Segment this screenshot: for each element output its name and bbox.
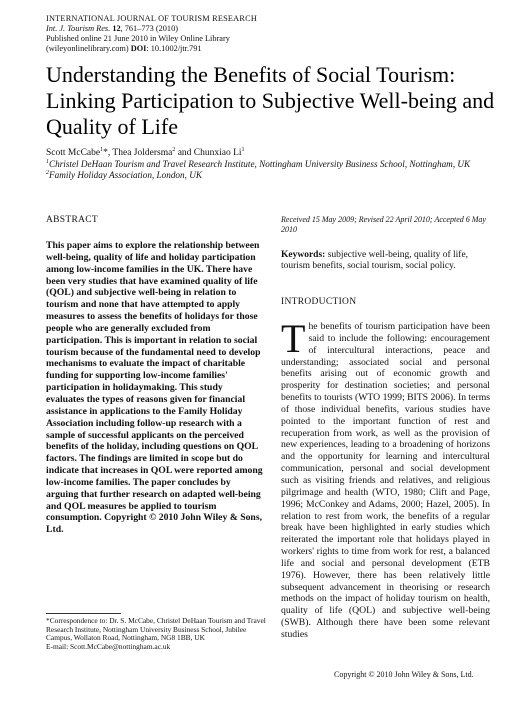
paper-title: Understanding the Benefits of Social Tourism: Linking Participation to Subjective Well-being and Quality of Life [46,62,495,139]
doi-label: DOI [130,44,147,53]
corresponding-marker: * [103,148,108,158]
journal-header [46,14,257,54]
affiliation [46,159,516,170]
abstract-text: This paper aims to explore the relationship between well-being, quality of life and holiday participation among low-income families in the UK. There have been very studies that have examined quality of life (QOL) and subjective well-being in relation to tourism and none that have attempted to apply measures to assess the benefits of holidays for those people who are generally excluded from participation. This is important in relation to social tourism because of the fundamental need to develop mechanisms to evaluate the impact of charitable funding for supporting low-income families' participation in holidaymaking. This study evaluates the types of reasons given for financial assistance in applications to the Family Holiday Association including follow-up research with a sample of successful applicants on the perceived benefits of the holiday, including questions on QOL factors. The findings are limited in scope but do indicate that increases in QOL were reported among low-income families. The paper concludes by arguing that further research on adapted well-being and QOL measures be applied to tourism consumption. Copyright © 2010 John Wiley & Sons, Ltd. [46,240,263,536]
published-line: Published online 21 June 2010 in Wiley Online Library [46,34,230,43]
affiliation-number: 1 [46,158,49,165]
affiliation-text: Family Holiday Association, London, UK [49,170,202,180]
citation-pages: , 761–773 (2010) [120,24,178,33]
abstract-heading: ABSTRACT [46,215,99,225]
author-block [46,148,516,181]
author-name: , Thea Joldersma [107,148,173,158]
affiliation-marker: 2 [172,146,176,153]
affiliation-marker: 1 [241,146,245,153]
introduction-heading: INTRODUCTION [281,297,357,307]
affiliation [46,170,516,181]
citation-volume: 12 [112,24,121,33]
footnote-text: *Correspondence to: Dr. S. McCabe, Christel DeHaan Tourism and Travel Research Institute, Nottingham University Business School, Jubilee Campus, Wollaton Road, Nottingham, NG8 1BB, UK [46,616,266,643]
footnote-divider [46,613,121,614]
author-name: and Chunxiao Li [175,148,242,158]
correspondence-footnote [46,617,272,651]
copyright-notice: Copyright © 2010 John Wiley & Sons, Ltd. [334,670,474,679]
citation-abbrev: Int. J. Tourism Res. [46,24,111,33]
keywords [281,250,481,273]
received-dates: Received 15 May 2009; Revised 22 April 2010; Accepted 6 May 2010 [281,215,486,234]
introduction-text [281,316,490,641]
citation [46,24,257,34]
doi-value: : 10.1002/jtr.791 [146,44,202,53]
affiliation-text: Christel DeHaan Tourism and Travel Research Institute, Nottingham University Business School, Nottingham, UK [49,159,471,169]
journal-name: INTERNATIONAL JOURNAL OF TOURISM RESEARCH [46,14,258,23]
affiliation-number: 2 [46,169,49,176]
author-name: Scott McCabe [46,148,101,158]
doi-line [46,44,257,54]
author-line [46,148,516,159]
published-source: (wileyonlinelibrary.com) [46,44,131,53]
keywords-list: subjective well-being, quality of life, tourism benefits, social tourism, social policy. [281,250,469,272]
footnote-email: E-mail: Scott.McCabe@nottingham.ac.uk [46,641,171,651]
affiliation-marker: 1 [100,146,104,153]
keywords-label: Keywords: [281,250,326,260]
drop-cap: T [281,316,306,361]
introduction-body: he benefits of tourism participation have been said to include the following: encouragement of intercultural interactions, peace and understanding; associated social and personal benefits arising out of economic growth and prosperity for destination societies; and personal benefits to tourists (WTO 1999; BITS 2006). In terms of those individual benefits, various studies have pointed to the important function of rest and recuperation from work, as well as the provision of new experiences, leading to a broadening of horizons and the opportunity for learning and intercultural communication, personal and social development such as visiting friends and relatives, and religious pilgrimage and health (WTO, 1980; Clift and Page, 1996; McConkey and Adams, 2000; Hazel, 2005). In relation to rest from work, the benefits of a regular break have been highlighted in early studies which reiterated the important role that holidays played in workers' rights to time from work for rest, a balanced life and social and personal development (ETB 1976). However, there has been relatively little subsequent advancement in theorising or research methods on the impact of holiday tourism on health, quality of life (QOL) and subjective well-being (SWB). Although there have been some relevant studies [281,321,490,640]
